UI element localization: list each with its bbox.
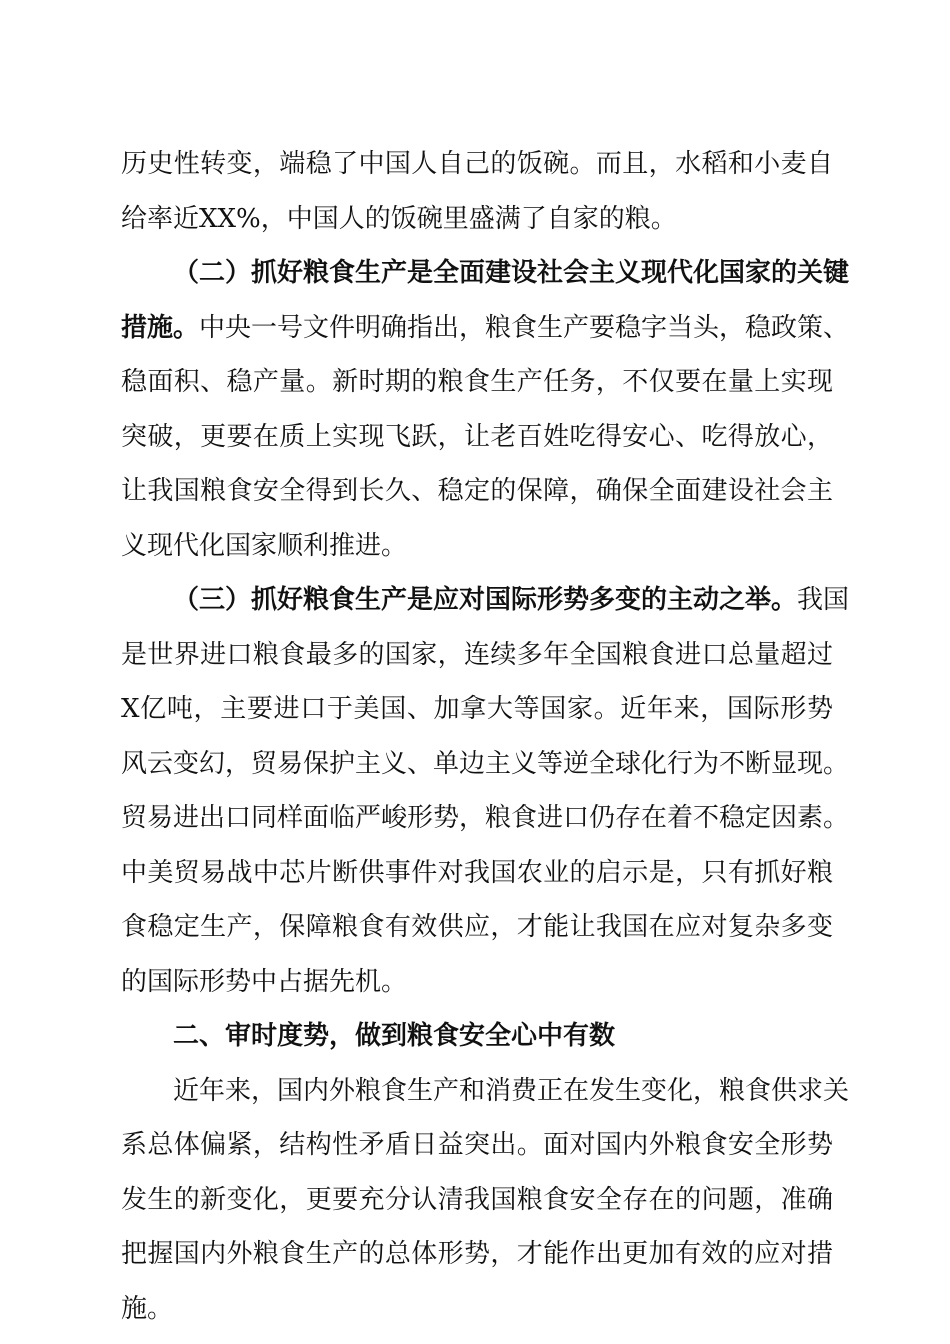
text-line: 发生的新变化，更要充分认清我国粮食安全存在的问题，准确	[121, 1184, 833, 1215]
text-line: 食稳定生产，保障粮食有效供应，才能让我国在应对复杂多变	[121, 912, 833, 942]
text-line: 给率近XX%，中国人的饭碗里盛满了自家的粮。	[121, 203, 677, 234]
document-body	[121, 137, 850, 1336]
text-line: 突破，更要在质上实现飞跃，让老百姓吃得安心、吃得放心，	[121, 421, 833, 452]
text-line: X亿吨，主要进口于美国、加拿大等国家。近年来，国际形势	[121, 694, 833, 724]
text-run: 我国	[797, 585, 850, 615]
text-line: 施。	[121, 1293, 174, 1324]
text-line: 让我国粮食安全得到长久、稳定的保障，确保全面建设社会主	[121, 476, 833, 506]
paragraph-2	[121, 246, 850, 573]
section-3-bold-heading: （三）抓好粮食生产是应对国际形势多变的主动之举。	[173, 585, 798, 615]
text-line: 近年来，国内外粮食生产和消费正在发生变化，粮食供求关	[173, 1075, 850, 1106]
text-line: 中美贸易战中芯片断供事件对我国农业的启示是，只有抓好粮	[121, 857, 833, 888]
text-line: 贸易进出口同样面临严峻形势，粮食进口仍存在着不稳定因素。	[121, 803, 850, 833]
text-line	[121, 573, 850, 628]
text-line: 系总体偏紧，结构性矛盾日益突出。面对国内外粮食安全形势	[121, 1130, 833, 1160]
section-2-bold-heading-end: 措施。	[121, 312, 200, 343]
section-2-bold-heading: （二）抓好粮食生产是全面建设社会主义现代化国家的关键	[173, 258, 850, 288]
text-line: 义现代化国家顺利推进。	[121, 530, 408, 561]
text-line: 把握国内外粮食生产的总体形势，才能作出更加有效的应对措	[121, 1239, 833, 1269]
text-line: 的国际形势中占据先机。	[121, 966, 408, 997]
paragraph-3	[121, 573, 850, 1009]
paragraph-1	[121, 137, 833, 246]
text-line: 是世界进口粮食最多的国家，连续多年全国粮食进口总量超过	[121, 639, 833, 670]
text-line: 风云变幻，贸易保护主义、单边主义等逆全球化行为不断显现。	[121, 748, 850, 779]
section-heading-2: 二、审时度势，做到粮食安全心中有数	[173, 1021, 616, 1051]
text-line: 历史性转变，端稳了中国人自己的饭碗。而且，水稻和小麦自	[121, 149, 833, 179]
paragraph-4	[121, 1064, 850, 1337]
text-line: 稳面积、稳产量。新时期的粮食生产任务，不仅要在量上实现	[121, 367, 833, 397]
text-line	[121, 301, 850, 356]
text-run: 中央一号文件明确指出，粮食生产要稳字当头，稳政策、	[199, 312, 850, 343]
